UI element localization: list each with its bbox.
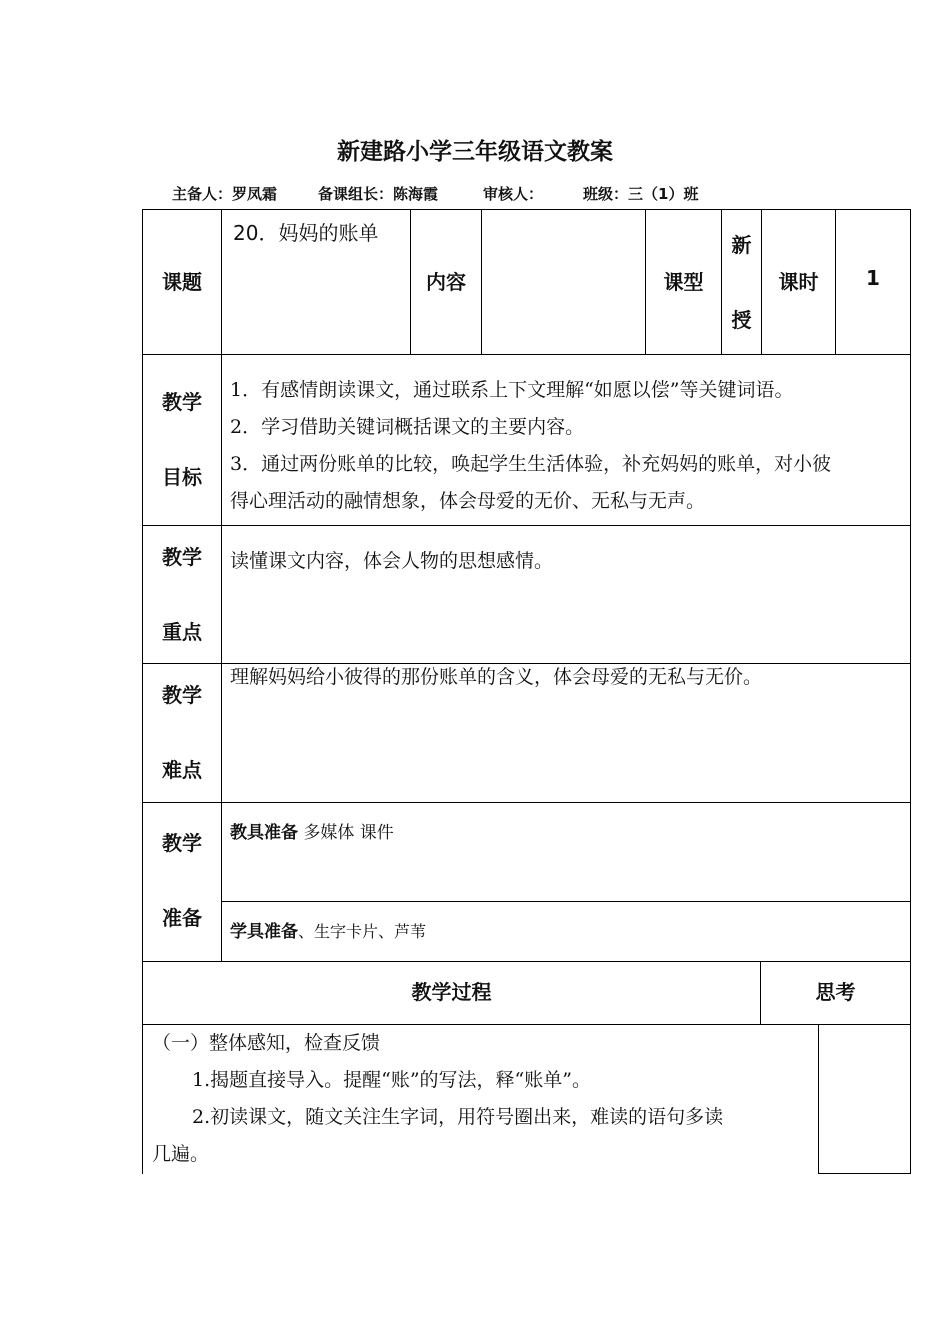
goal-item: 得心理活动的融情想象，体会母爱的无价、无私与无声。 [230, 490, 706, 512]
prep-label-2: 准备 [162, 906, 202, 930]
table-rule [142, 525, 911, 526]
process-line: 几遍。 [152, 1143, 210, 1165]
table-rule [142, 961, 911, 962]
lesson-type-value-2: 授 [731, 308, 752, 332]
process-line: 1.揭题直接导入。提醒“账”的写法，释“账单”。 [192, 1069, 591, 1091]
goals-list [230, 372, 910, 520]
meta-group-leader: 备课组长：陈海霞 [318, 185, 439, 203]
prep-label-1: 教学 [162, 831, 202, 855]
meta-class: 班级：三（1）班 [583, 185, 699, 203]
teacher-materials [230, 818, 394, 843]
table-rule [142, 802, 911, 803]
table-rule [142, 209, 911, 210]
process-body [152, 1025, 816, 1173]
student-materials-label: 学具准备 [230, 922, 298, 942]
class-hours-label: 课时 [778, 270, 819, 294]
table-rule [221, 901, 911, 902]
focus-label-2: 重点 [162, 620, 202, 644]
meta-reviewer: 审核人： [483, 185, 544, 203]
teacher-materials-value: 多媒体 课件 [298, 823, 394, 843]
focus-label-1: 教学 [162, 545, 202, 569]
difficulty-label-2: 难点 [162, 758, 202, 782]
table-rule [142, 354, 911, 355]
goal-item: 3．通过两份账单的比较，唤起学生生活体验，补充妈妈的账单，对小彼 [230, 453, 832, 475]
table-rule [818, 1024, 819, 1174]
process-label: 教学过程 [411, 980, 492, 1004]
goals-label-1: 教学 [162, 390, 202, 414]
goal-item: 2．学习借助关键词概括课文的主要内容。 [230, 416, 585, 438]
goal-item: 1．有感情朗读课文，通过联系上下文理解“如愿以偿”等关键词语。 [230, 379, 794, 401]
process-line: 2.初读课文，随文关注生字词，用符号圈出来，难读的语句多读 [192, 1106, 724, 1128]
lesson-type-label: 课型 [663, 270, 704, 294]
meta-author: 主备人：罗凤霜 [172, 185, 278, 203]
table-rule [910, 209, 911, 1174]
content-label: 内容 [426, 270, 466, 294]
student-materials [230, 917, 426, 942]
student-materials-value: 、生字卡片、芦苇 [298, 922, 427, 941]
document-title: 新建路小学三年级语文教案 [337, 139, 613, 165]
teacher-materials-label: 教具准备 [230, 823, 298, 843]
focus-text: 读懂课文内容，体会人物的思想感情。 [230, 550, 554, 572]
difficulty-text: 理解妈妈给小彼得的那份账单的含义，体会母爱的无私与无价。 [230, 666, 763, 688]
process-section-title: （一）整体感知，检查反馈 [152, 1032, 381, 1054]
goals-label-2: 目标 [162, 465, 202, 489]
topic-value: 20．妈妈的账单 [233, 221, 379, 245]
table-rule [481, 209, 482, 355]
topic-label: 课题 [162, 270, 202, 294]
table-rule [221, 209, 222, 962]
class-hours-value: 1 [866, 266, 880, 290]
difficulty-label-1: 教学 [162, 683, 202, 707]
lesson-type-value-1: 新 [731, 233, 752, 257]
table-rule [818, 1173, 911, 1174]
reflection-label: 思考 [815, 980, 856, 1004]
